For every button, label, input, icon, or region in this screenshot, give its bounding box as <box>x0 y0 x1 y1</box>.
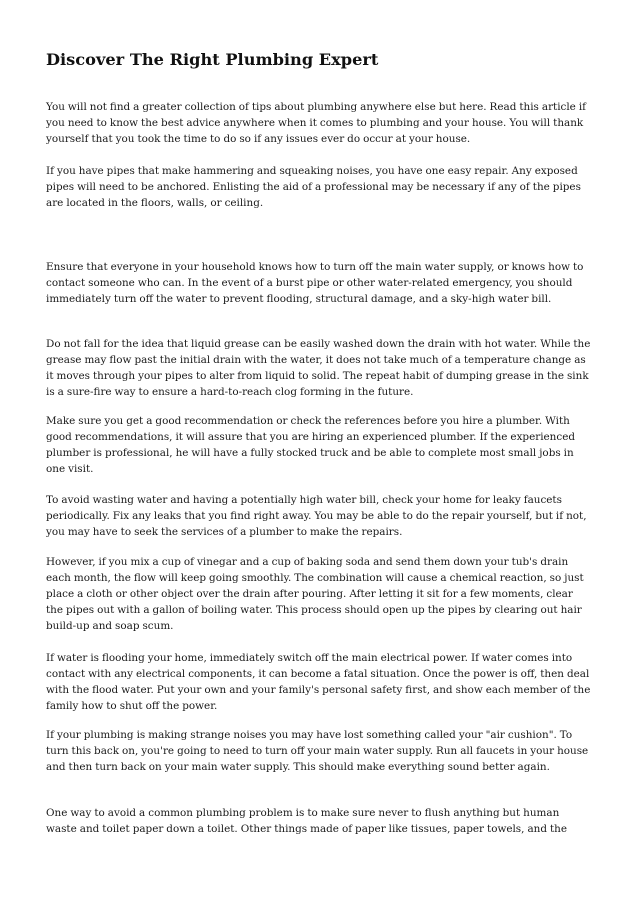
page-title: Discover The Right Plumbing Expert <box>46 50 379 69</box>
paragraph-intro: You will not find a greater collection of tips about plumbing anywhere else but here. Read this article if you need to know the best advice anywhere when it comes to plumbing and your house. You will thank yourself that you took the time to do so if any issues ever do occur at your house. <box>46 101 586 145</box>
paragraph-recommendation: Make sure you get a good recommendation or check the references before you hire a plumber. With good recommendations, it will assure that you are hiring an experienced plumber. If the experienced plumber is professional, he will have a fully stocked truck and be able to complete most small jobs in one visit. <box>46 415 575 475</box>
paragraph-air-cushion: If your plumbing is making strange noises you may have lost something called your "air cushion". To turn this back on, you're going to need to turn off your main water supply. Run all faucets in your house and then turn back on your main water supply. This should make everything sound better again. <box>46 729 589 773</box>
paragraph-flooding: If water is flooding your home, immediately switch off the main electrical power. If water comes into contact with any electrical components, it can become a fatal situation. Once the power is off, then deal with the flood water. Put your own and your family's personal safety first, and show each member of the family how to shut off the power. <box>46 652 591 712</box>
paragraph-noisy-pipes: If you have pipes that make hammering and squeaking noises, you have one easy repair. Any exposed pipes will need to be anchored. Enlisting the aid of a professional may be necessary if any of the pipes are located in the floors, walls, or ceiling. <box>46 165 581 209</box>
paragraph-grease: Do not fall for the idea that liquid grease can be easily washed down the drain with hot water. While the grease may flow past the initial drain with the water, it does not take much of a temperature change as it moves through your pipes to alter from liquid to solid. The repeat habit of dumping grease in the sink is a sure-fire way to ensure a hard-to-reach clog forming in the future. <box>46 338 591 398</box>
paragraph-main-water-supply: Ensure that everyone in your household knows how to turn off the main water supply, or knows how to contact someone who can. In the event of a burst pipe or other water-related emergency, you should immediately turn off the water to prevent flooding, structural damage, and a sky-high water bill. <box>46 261 584 305</box>
paragraph-vinegar: However, if you mix a cup of vinegar and a cup of baking soda and send them down your tub's drain each month, the flow will keep going smoothly. The combination will cause a chemical reaction, so just place a cloth or other object over the drain after pouring. After letting it sit for a few moments, clear the pipes out with a gallon of boiling water. This process should open up the pipes by clearing out hair build-up and soap scum. <box>46 556 584 632</box>
paragraph-leaky-faucets: To avoid wasting water and having a potentially high water bill, check your home for leaky faucets periodically. Fix any leaks that you find right away. You may be able to do the repair yourself, but if not, you may have to seek the services of a plumber to make the repairs. <box>46 494 587 538</box>
paragraph-flush: One way to avoid a common plumbing problem is to make sure never to flush anything but human waste and toilet paper down a toilet. Other things made of paper like tissues, paper towels, and the <box>46 807 568 835</box>
